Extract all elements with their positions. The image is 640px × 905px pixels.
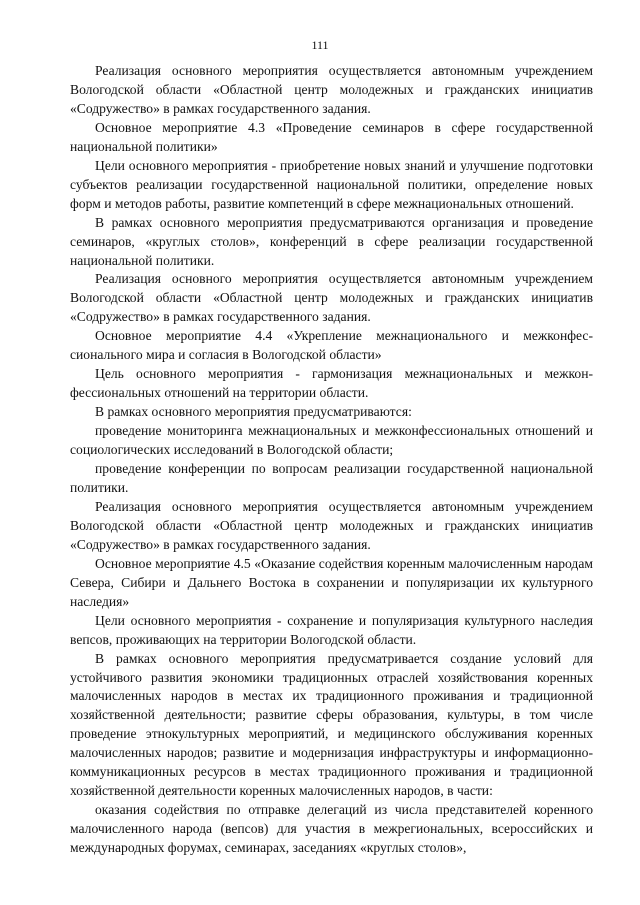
paragraph-activity-4-5-delegations: оказания содействия по отправке делегаций из числа представителей коренного малочисленного народа (вепсов) для участия в межрегиональных, всероссийских и международных форумах, семинарах, заседаниях «круглых столов», xyxy=(70,802,593,856)
paragraph-activity-4-4-monitoring: проведение мониторинга межнациональных и межконфессиональных отношений и социологических исследований в Вологодской области; xyxy=(70,423,593,458)
paragraph-activity-4-4-goal: Цель основного мероприятия - гармонизация межнациональных и межконфессиональных отношений на территории области. xyxy=(70,366,593,401)
paragraph-activity-4-4-scope-intro: В рамках основного мероприятия предусматриваются: xyxy=(95,404,412,420)
paragraph-activity-4-5-goals: Цели основного мероприятия - сохранение и популяризация культурного наследия вепсов, проживающих на территории Вологодской области. xyxy=(70,612,593,647)
paragraph-implementation-4-3: Реализация основного мероприятия осуществляется автономным учреждением Вологодской области «Областной центр молодежных и гражданских инициатив «Содружество» в рамках государственного задания. xyxy=(70,271,593,325)
paragraph-activity-4-3-goals: Цели основного мероприятия - приобретение новых знаний и улучшение подготовки субъектов реализации государственной национальной политики, определение новых форм и методов работы, развитие компетенций в сфере межнациональных отношений. xyxy=(70,157,593,211)
paragraph-activity-4-4-conference: проведение конференции по вопросам реализации государственной национальной политики. xyxy=(70,461,593,495)
paragraph-activity-4-4-title: Основное мероприятие 4.4 «Укрепление межнационального и межконфессионального мира и согласия в Вологодской области» xyxy=(70,328,593,363)
paragraph-implementation-4-4: Реализация основного мероприятия осуществляется автономным учреждением Вологодской области «Областной центр молодежных и гражданских инициатив «Содружество» в рамках государственного задания. xyxy=(70,498,593,552)
paragraph-activity-4-3-scope: В рамках основного мероприятия предусматриваются организация и проведение семинаров, «круглых столов», конференций в сфере реализации государственной национальной политики. xyxy=(70,214,593,268)
paragraph-activity-4-5-scope: В рамках основного мероприятия предусматривается создание условий для устойчивого развития экономики традиционных отраслей хозяйствования коренных малочисленных народов в местах их традиционного проживания и традиционной хозяйственной деятельности; развитие сферы образования, культуры, в том числе проведение этнокультурных мероприятий, и медицинского обслуживания коренных малочисленных народов; развитие и модернизация инфраструктуры и информационно-коммуникационных ресурсов в местах традиционного проживания и традиционной хозяйственной деятельности коренных малочисленных народов, в части: xyxy=(70,650,593,799)
paragraph-activity-4-3-title: Основное мероприятие 4.3 «Проведение семинаров в сфере государственной национальной политики» xyxy=(70,119,593,154)
paragraph-implementation-4-2: Реализация основного мероприятия осуществляется автономным учреждением Вологодской области «Областной центр молодежных и гражданских инициатив «Содружество» в рамках государственного задания. xyxy=(70,63,593,116)
page-number: 111 xyxy=(311,38,329,52)
paragraph-activity-4-5-title: Основное мероприятие 4.5 «Оказание содействия коренным малочисленным народам Севера, Сибири и Дальнего Востока в сохранении и популяризации их культурного наследия» xyxy=(70,555,593,609)
document-body xyxy=(70,62,593,858)
